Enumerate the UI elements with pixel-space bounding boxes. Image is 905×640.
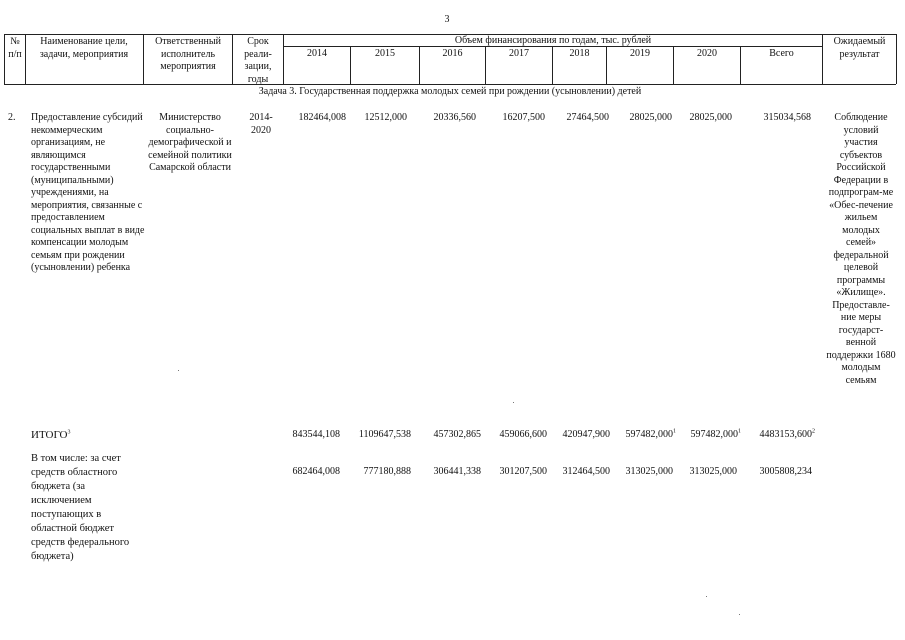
header-total: Всего	[769, 48, 794, 59]
header-year-2014: 2014	[307, 48, 327, 59]
row-value-2020: 28025,000	[689, 112, 732, 123]
task-title: Задача 3. Государственная поддержка молодых семей при рождении (усыновлении) детей	[258, 86, 642, 97]
total-value-2016: 457302,865	[433, 429, 481, 440]
header-term: Срок реали-зации, годы	[244, 36, 272, 85]
page-number: 3	[444, 14, 450, 25]
total-value-2015: 1109647,538	[358, 429, 411, 440]
header-year-2015: 2015	[375, 48, 395, 59]
header-year-2018: 2018	[569, 48, 590, 59]
including-value-2019: 313025,000	[625, 466, 673, 477]
header-executor: Ответственный исполнитель мероприятия	[155, 36, 221, 72]
scan-speck	[178, 370, 179, 371]
row-value-2017: 16207,500	[502, 112, 545, 123]
row-value-2016: 20336,560	[433, 112, 476, 123]
total-label: ИТОГО$^3$	[31, 429, 71, 441]
including-value-2018: 312464,500	[562, 466, 610, 477]
scan-speck	[706, 596, 707, 597]
including-value-2016: 306441,338	[433, 466, 481, 477]
header-year-2016: 2016	[442, 48, 463, 59]
row-name: Предоставление субсидий некоммерческим организациям, не являющимся государственными (муниципальными) учреждениями, на мероприятия, связанные с предоставлением социальных выплат в виде компенсации молодым семьям при рождении (усыновлении) ребенка	[31, 112, 145, 273]
row-result: Соблюдение условий участия субъектов Российской Федерации в подпрограм-ме «Обес-печение жильем молодых семей» федеральной целевой программы «Жилище». Предоставле-ние меры государст-венной поддержки 1680 молодым семьям	[826, 112, 896, 386]
total-value-total: 4483153,600$^2$	[759, 428, 815, 440]
header-num: № п/п	[8, 36, 22, 60]
including-value-2014: 682464,008	[292, 466, 340, 477]
header-result: Ожидаемый результат	[833, 36, 886, 60]
including-value-2017: 301207,500	[499, 466, 547, 477]
header-year-2017: 2017	[509, 48, 529, 59]
row-term: 2014-2020	[249, 112, 273, 136]
row-value-total: 315034,568	[763, 112, 811, 123]
including-value-total: 3005808,234	[759, 466, 812, 477]
header-name: Наименование цели, задачи, мероприятия	[39, 36, 129, 60]
header-financing: Объем финансирования по годам, тыс. рублей	[454, 35, 652, 46]
header-year-2019: 2019	[630, 48, 650, 59]
row-number: 2.	[8, 112, 16, 123]
header-year-2020: 2020	[697, 48, 717, 59]
row-value-2018: 27464,500	[566, 112, 609, 123]
total-value-2014: 843544,108	[292, 429, 340, 440]
total-value-2019: 597482,000$^1$	[625, 428, 676, 440]
row-value-2015: 12512,000	[364, 112, 407, 123]
row-value-2019: 28025,000	[629, 112, 672, 123]
total-value-2018: 420947,900	[562, 429, 610, 440]
total-value-2020: 597482,000$^1$	[690, 428, 741, 440]
including-label: В том числе: за счет средств областного бюджета (за исключением поступающих в областной бюджет средств федерального бюджета)	[31, 453, 130, 562]
row-executor: Министерство социально-демографической и семейной политики Самарской области	[148, 112, 232, 173]
including-value-2015: 777180,888	[363, 466, 411, 477]
row-value-2014: 182464,008	[298, 112, 346, 123]
scan-speck	[739, 614, 740, 615]
total-value-2017: 459066,600	[499, 429, 547, 440]
scan-speck	[513, 402, 514, 403]
including-value-2020: 313025,000	[689, 466, 737, 477]
